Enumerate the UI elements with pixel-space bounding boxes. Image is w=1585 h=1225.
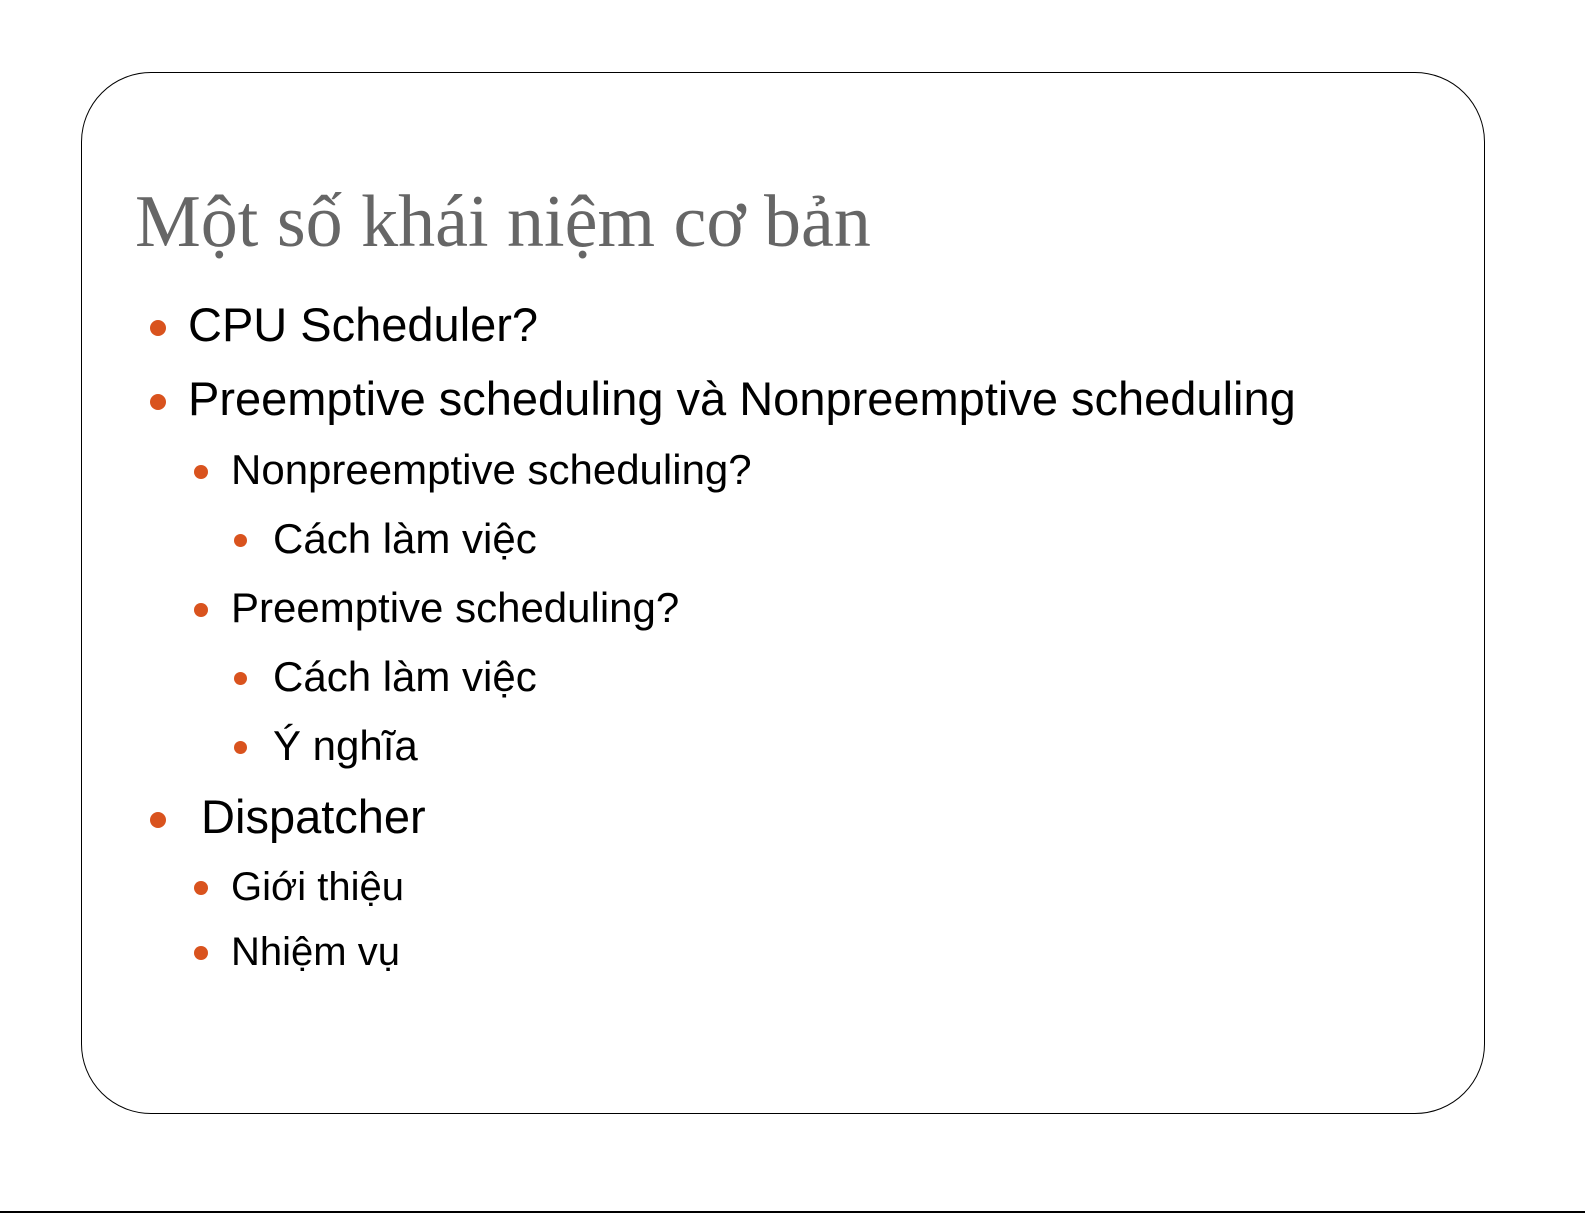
- bullet-dot-icon: [150, 320, 166, 336]
- bullet-dot-icon: [150, 394, 166, 410]
- bullet-dot-icon: [194, 881, 208, 895]
- page-divider: [0, 1211, 1585, 1213]
- bullet-dot-icon: [194, 946, 208, 960]
- list-item: Cách làm việc: [273, 515, 537, 562]
- list-item: Nhiệm vụ: [231, 930, 400, 974]
- bullet-dot-icon: [194, 465, 208, 479]
- list-item: Nonpreemptive scheduling?: [231, 446, 752, 493]
- bullet-dot-icon: [234, 672, 247, 685]
- list-item: Cách làm việc: [273, 653, 537, 700]
- bullet-dot-icon: [234, 741, 247, 754]
- list-item: CPU Scheduler?: [188, 298, 539, 351]
- bullet-dot-icon: [194, 603, 208, 617]
- bullet-dot-icon: [150, 812, 166, 828]
- list-item: Preemptive scheduling và Nonpreemptive scheduling: [188, 372, 1296, 425]
- list-item: Ý nghĩa: [273, 722, 418, 769]
- list-item: Dispatcher: [188, 790, 426, 843]
- slide-title: Một số khái niệm cơ bản: [135, 181, 871, 263]
- list-item: Preemptive scheduling?: [231, 584, 680, 631]
- list-item: Giới thiệu: [231, 865, 404, 909]
- bullet-dot-icon: [234, 534, 247, 547]
